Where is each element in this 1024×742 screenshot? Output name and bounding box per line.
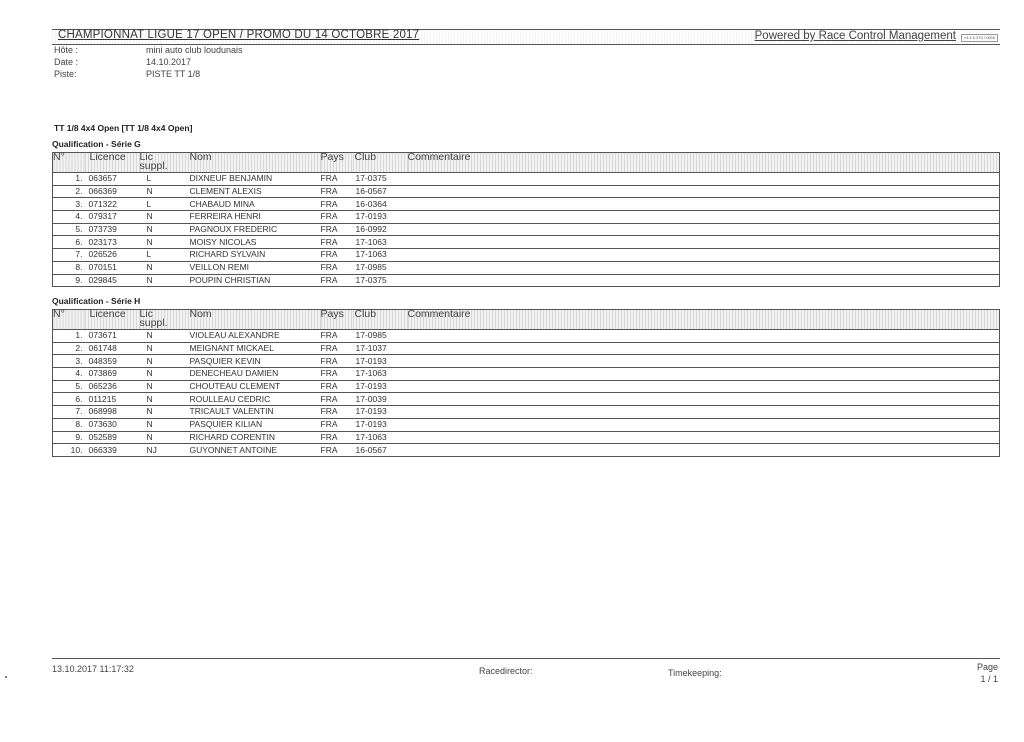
club-cell: 17-1063 (353, 368, 408, 381)
licence-cell: 066339 (85, 444, 140, 457)
table-row (53, 444, 1000, 457)
club-cell: 17-0193 (353, 211, 408, 224)
table-row (53, 368, 1000, 381)
lic-suppl-cell: L (140, 249, 185, 262)
country-cell: FRA (321, 330, 353, 343)
series-g-table (52, 152, 1000, 287)
lic-suppl-cell: N (140, 274, 185, 287)
scan-mark (5, 676, 7, 678)
country-cell: FRA (321, 236, 353, 249)
table-row (53, 380, 1000, 393)
track-value: PISTE TT 1/8 (146, 69, 201, 79)
table-row (53, 261, 1000, 274)
licence-cell: 048359 (85, 355, 140, 368)
date-label: Date : (54, 57, 79, 67)
row-number: 4. (53, 211, 85, 224)
racedirector-label: Racedirector: (479, 666, 533, 676)
row-number: 1. (53, 330, 85, 343)
row-number: 8. (53, 261, 85, 274)
licence-cell: 061748 (85, 342, 140, 355)
comment-cell (408, 393, 1000, 406)
col-lic-suppl (140, 153, 185, 173)
col-club: Club (353, 153, 408, 173)
club-cell: 17-0193 (353, 355, 408, 368)
comment-cell (408, 406, 1000, 419)
comment-cell (408, 330, 1000, 343)
row-number: 3. (53, 198, 85, 211)
licence-cell: 026526 (85, 249, 140, 262)
host-label: Hôte : (54, 45, 79, 55)
country-cell: FRA (321, 223, 353, 236)
row-number: 7. (53, 249, 85, 262)
report-header-bar (52, 29, 1000, 45)
licence-cell: 023173 (85, 236, 140, 249)
licence-cell: 065236 (85, 380, 140, 393)
licence-cell: 071322 (85, 198, 140, 211)
comment-cell (408, 249, 1000, 262)
country-cell: FRA (321, 368, 353, 381)
row-number: 6. (53, 236, 85, 249)
country-cell: FRA (321, 249, 353, 262)
licence-cell: 066369 (85, 185, 140, 198)
table-header-row (53, 153, 1000, 173)
comment-cell (408, 274, 1000, 287)
lic-suppl-cell: N (140, 342, 185, 355)
report-title: CHAMPIONNAT LIGUE 17 OPEN / PROMO DU 14 OCTOBRE 2017 (58, 29, 420, 41)
name-cell: PASQUIER KEVIN (185, 355, 321, 368)
lic-suppl-cell: N (140, 185, 185, 198)
track-label: Piste: (54, 69, 77, 79)
table-row (53, 355, 1000, 368)
row-number: 3. (53, 355, 85, 368)
country-cell: FRA (321, 444, 353, 457)
table-row (53, 330, 1000, 343)
club-cell: 16-0567 (353, 444, 408, 457)
series-h-table (52, 309, 1000, 457)
lic-suppl-cell: N (140, 211, 185, 224)
club-cell: 17-0193 (353, 380, 408, 393)
row-number: 8. (53, 418, 85, 431)
col-commentaire: Commentaire (408, 310, 1000, 330)
col-no: N° (53, 310, 85, 330)
lic-suppl-cell: N (140, 223, 185, 236)
club-cell: 17-0985 (353, 261, 408, 274)
lic-suppl-cell: NJ (140, 444, 185, 457)
series-h-rows (53, 330, 1000, 457)
name-cell: VIOLEAU ALEXANDRE (185, 330, 321, 343)
country-cell: FRA (321, 342, 353, 355)
version-badge: v3.4.0.376 / 0606 (961, 34, 998, 42)
row-number: 5. (53, 380, 85, 393)
table-row (53, 418, 1000, 431)
country-cell: FRA (321, 185, 353, 198)
comment-cell (408, 185, 1000, 198)
row-number: 9. (53, 274, 85, 287)
col-nom: Nom (185, 153, 321, 173)
col-commentaire: Commentaire (408, 153, 1000, 173)
comment-cell (408, 444, 1000, 457)
lic-suppl-cell: N (140, 236, 185, 249)
lic-suppl-cell: N (140, 368, 185, 381)
footer-divider (52, 658, 1000, 659)
licence-cell: 070151 (85, 261, 140, 274)
row-number: 1. (53, 173, 85, 186)
col-no: N° (53, 153, 85, 173)
comment-cell (408, 342, 1000, 355)
col-nom: Nom (185, 310, 321, 330)
licence-cell: 073869 (85, 368, 140, 381)
table-row (53, 274, 1000, 287)
col-licence: Licence (85, 153, 140, 173)
comment-cell (408, 223, 1000, 236)
row-number: 7. (53, 406, 85, 419)
club-cell: 17-1037 (353, 342, 408, 355)
name-cell: PASQUIER KILIAN (185, 418, 321, 431)
comment-cell (408, 368, 1000, 381)
comment-cell (408, 211, 1000, 224)
licence-cell: 052589 (85, 431, 140, 444)
timekeeping-label: Timekeeping: (668, 668, 722, 678)
licence-cell: 011215 (85, 393, 140, 406)
table-row (53, 431, 1000, 444)
name-cell: RICHARD CORENTIN (185, 431, 321, 444)
club-cell: 17-1063 (353, 431, 408, 444)
table-row (53, 185, 1000, 198)
comment-cell (408, 380, 1000, 393)
country-cell: FRA (321, 393, 353, 406)
comment-cell (408, 173, 1000, 186)
name-cell: MOISY NICOLAS (185, 236, 321, 249)
name-cell: CHABAUD MINA (185, 198, 321, 211)
name-cell: TRICAULT VALENTIN (185, 406, 321, 419)
table-row (53, 198, 1000, 211)
event-title: TT 1/8 4x4 Open [TT 1/8 4x4 Open] (54, 123, 193, 133)
licence-cell: 063657 (85, 173, 140, 186)
table-row (53, 249, 1000, 262)
name-cell: GUYONNET ANTOINE (185, 444, 321, 457)
series-h-title: Qualification - Série H (52, 296, 141, 306)
col-lic-suppl (140, 310, 185, 330)
comment-cell (408, 236, 1000, 249)
club-cell: 17-0193 (353, 406, 408, 419)
lic-suppl-cell: N (140, 431, 185, 444)
name-cell: DENECHEAU DAMIEN (185, 368, 321, 381)
lic-suppl-cell: L (140, 173, 185, 186)
licence-cell: 068998 (85, 406, 140, 419)
licence-cell: 073630 (85, 418, 140, 431)
col-club: Club (353, 310, 408, 330)
name-cell: CHOUTEAU CLEMENT (185, 380, 321, 393)
col-pays: Pays (321, 310, 353, 330)
lic-suppl-cell: N (140, 406, 185, 419)
name-cell: CLEMENT ALEXIS (185, 185, 321, 198)
table-row (53, 173, 1000, 186)
print-timestamp: 13.10.2017 11:17:32 (52, 664, 134, 674)
country-cell: FRA (321, 355, 353, 368)
page-label: Page (976, 662, 998, 672)
table-row (53, 406, 1000, 419)
lic-suppl-cell: N (140, 418, 185, 431)
col-pays: Pays (321, 153, 353, 173)
lic-suppl-cell: N (140, 355, 185, 368)
name-cell: MEIGNANT MICKAEL (185, 342, 321, 355)
col-lic-suppl-line1: Lic (139, 151, 153, 163)
name-cell: PAGNOUX FREDERIC (185, 223, 321, 236)
row-number: 2. (53, 185, 85, 198)
host-value: mini auto club loudunais (146, 45, 243, 55)
country-cell: FRA (321, 173, 353, 186)
licence-cell: 073739 (85, 223, 140, 236)
licence-cell: 073671 (85, 330, 140, 343)
licence-cell: 029845 (85, 274, 140, 287)
col-lic-suppl-line2: suppl. (139, 317, 168, 329)
powered-by-text: Powered by Race Control Management (754, 30, 956, 42)
col-lic-suppl-line2: suppl. (139, 160, 168, 172)
club-cell: 17-0375 (353, 173, 408, 186)
col-lic-suppl-line1: Lic (139, 308, 153, 320)
row-number: 6. (53, 393, 85, 406)
comment-cell (408, 355, 1000, 368)
lic-suppl-cell: L (140, 198, 185, 211)
country-cell: FRA (321, 274, 353, 287)
name-cell: VEILLON REMI (185, 261, 321, 274)
table-row (53, 223, 1000, 236)
row-number: 5. (53, 223, 85, 236)
lic-suppl-cell: N (140, 261, 185, 274)
club-cell: 17-0375 (353, 274, 408, 287)
club-cell: 17-0193 (353, 418, 408, 431)
table-row (53, 236, 1000, 249)
country-cell: FRA (321, 211, 353, 224)
country-cell: FRA (321, 431, 353, 444)
club-cell: 17-0039 (353, 393, 408, 406)
page-number: 1 / 1 (980, 674, 998, 684)
licence-cell: 079317 (85, 211, 140, 224)
lic-suppl-cell: N (140, 380, 185, 393)
name-cell: POUPIN CHRISTIAN (185, 274, 321, 287)
name-cell: DIXNEUF BENJAMIN (185, 173, 321, 186)
lic-suppl-cell: N (140, 393, 185, 406)
comment-cell (408, 198, 1000, 211)
club-cell: 16-0567 (353, 185, 408, 198)
col-licence: Licence (85, 310, 140, 330)
comment-cell (408, 431, 1000, 444)
lic-suppl-cell: N (140, 330, 185, 343)
club-cell: 17-1063 (353, 249, 408, 262)
table-row (53, 342, 1000, 355)
country-cell: FRA (321, 418, 353, 431)
name-cell: ROULLEAU CEDRIC (185, 393, 321, 406)
comment-cell (408, 261, 1000, 274)
row-number: 2. (53, 342, 85, 355)
country-cell: FRA (321, 198, 353, 211)
country-cell: FRA (321, 380, 353, 393)
table-row (53, 211, 1000, 224)
club-cell: 16-0992 (353, 223, 408, 236)
country-cell: FRA (321, 261, 353, 274)
table-row (53, 393, 1000, 406)
name-cell: FERREIRA HENRI (185, 211, 321, 224)
club-cell: 17-1063 (353, 236, 408, 249)
club-cell: 17-0985 (353, 330, 408, 343)
series-g-rows (53, 173, 1000, 287)
country-cell: FRA (321, 406, 353, 419)
name-cell: RICHARD SYLVAIN (185, 249, 321, 262)
row-number: 10. (53, 444, 85, 457)
club-cell: 16-0364 (353, 198, 408, 211)
date-value: 14.10.2017 (146, 57, 192, 67)
row-number: 9. (53, 431, 85, 444)
table-header-row (53, 310, 1000, 330)
comment-cell (408, 418, 1000, 431)
row-number: 4. (53, 368, 85, 381)
series-g-title: Qualification - Série G (52, 139, 141, 149)
